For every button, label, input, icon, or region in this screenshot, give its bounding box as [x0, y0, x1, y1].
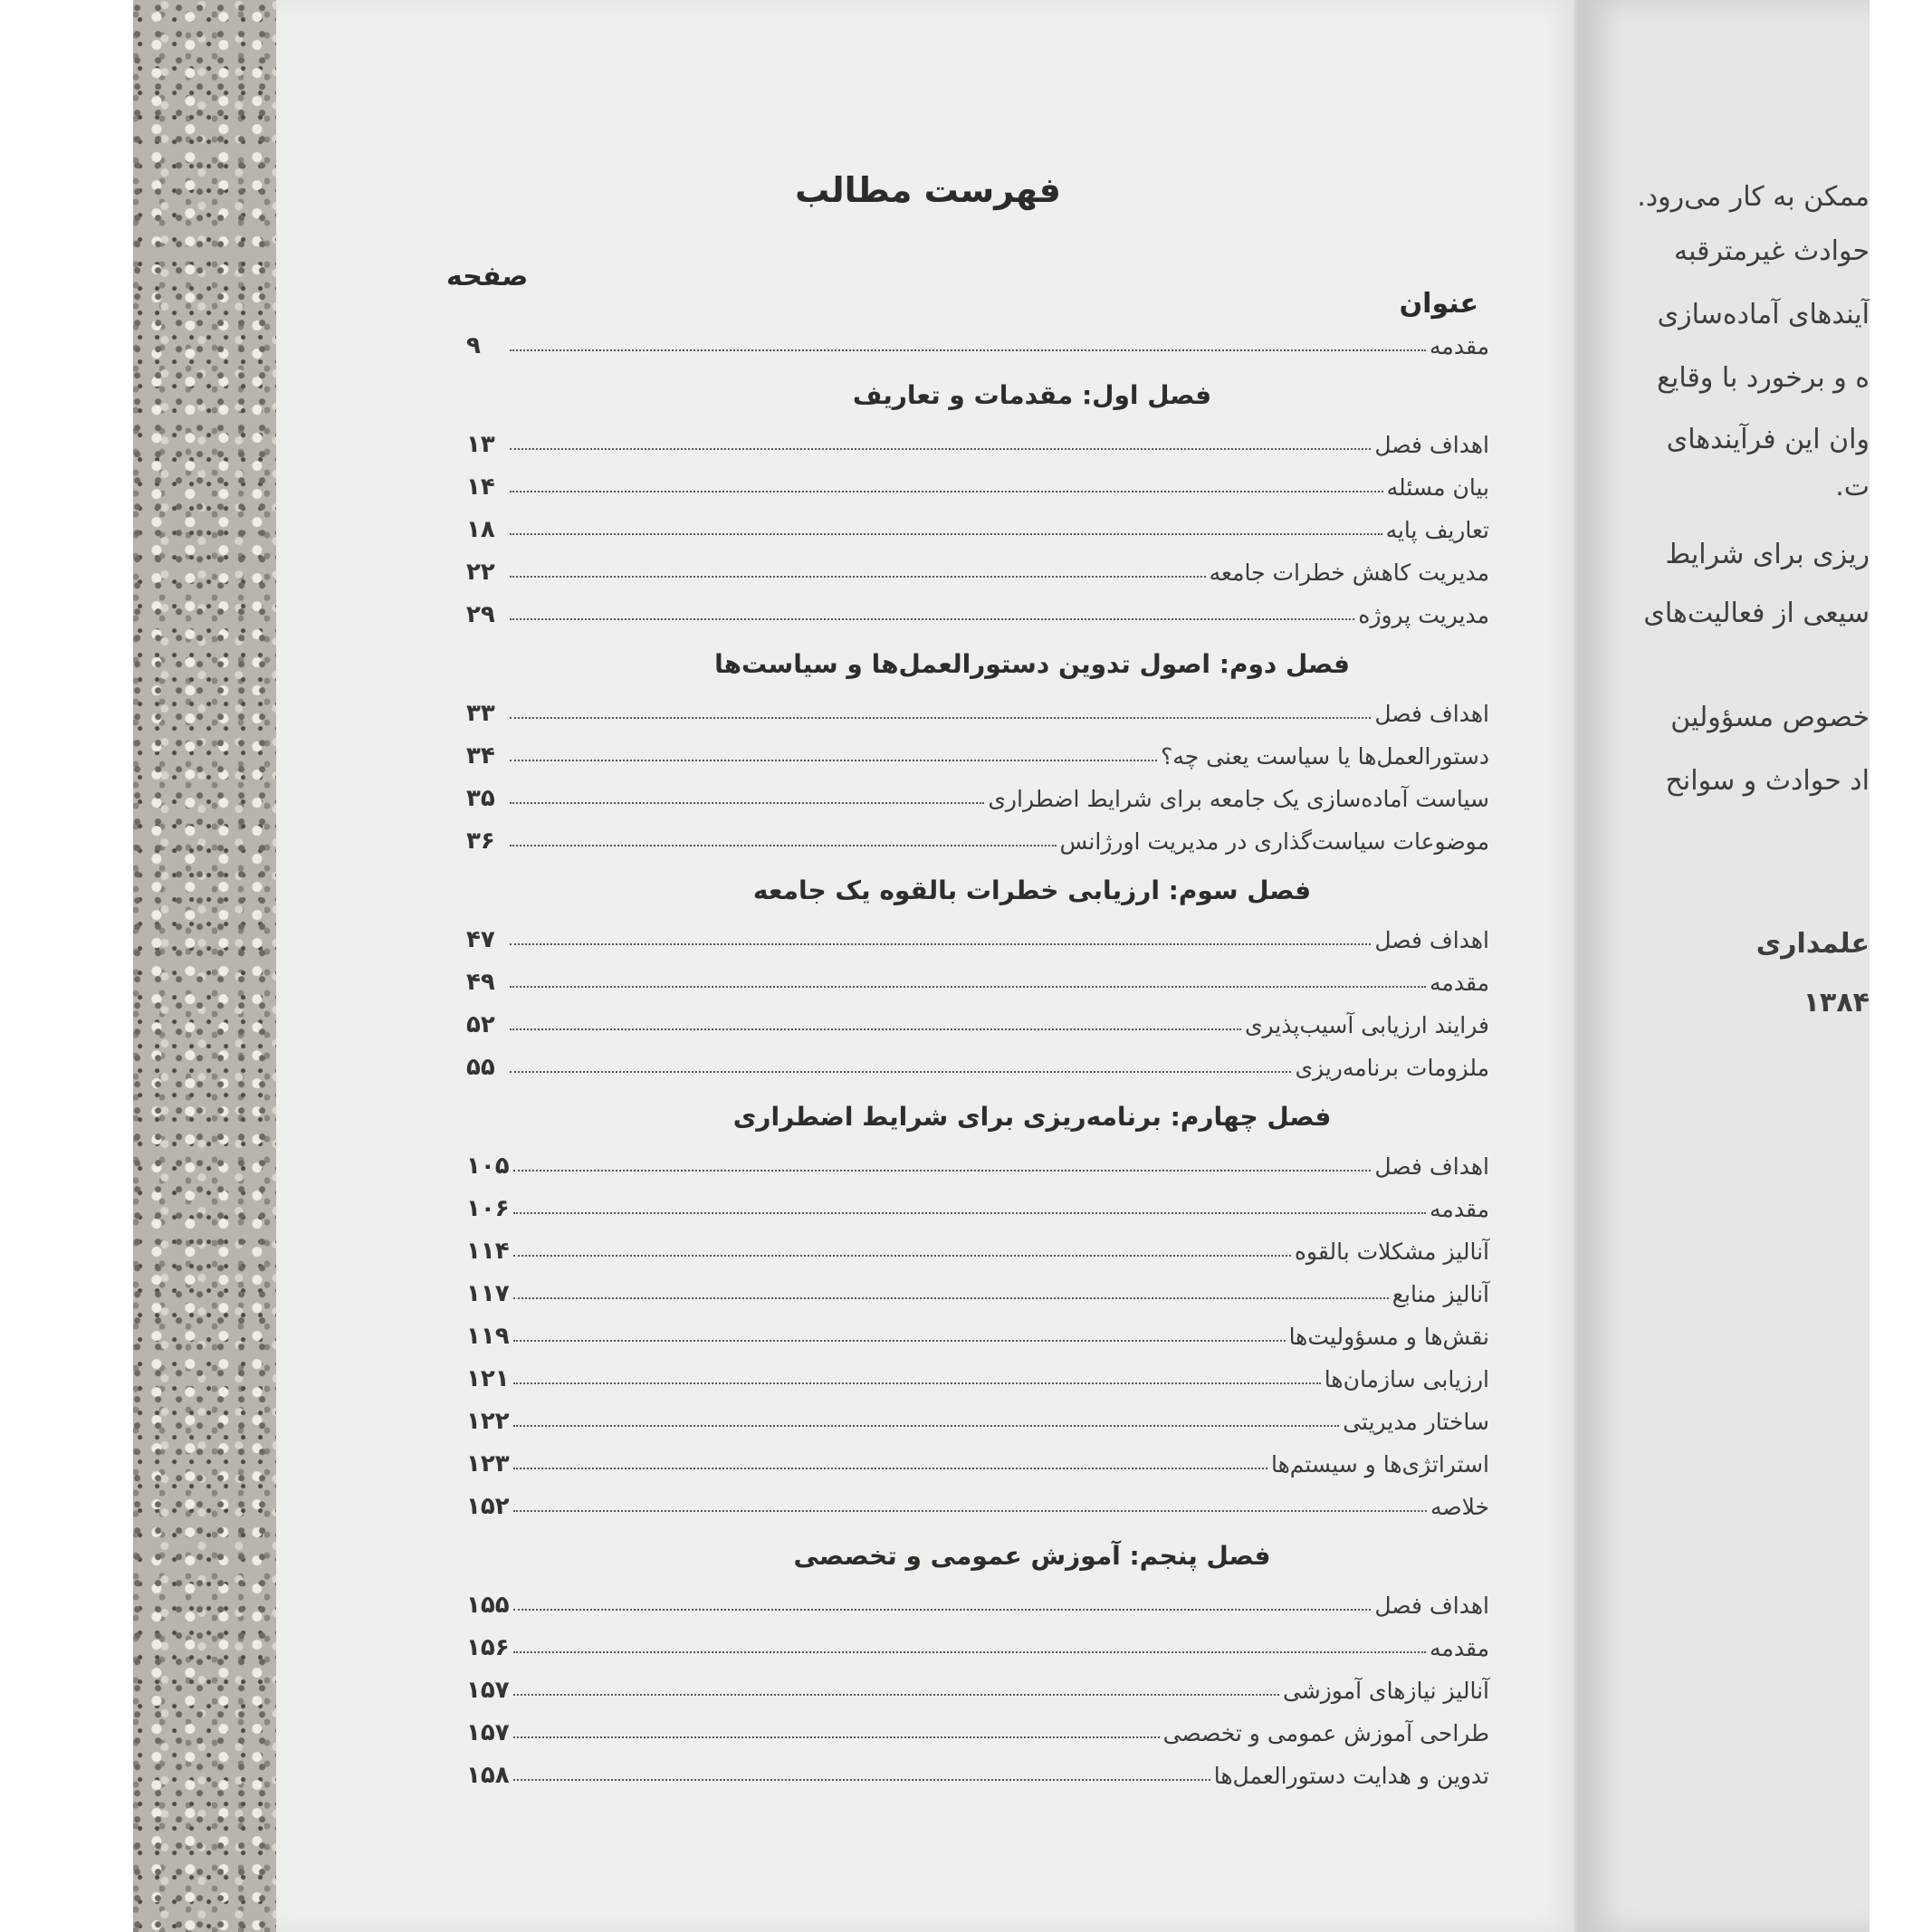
toc-entry-label: مدیریت کاهش خطرات جامعه	[1209, 560, 1489, 586]
facing-text-line: ریزی برای شرایط	[1665, 539, 1870, 570]
toc-entry-page: ۱۵۷	[466, 1677, 510, 1704]
chapter-heading: فصل چهارم: برنامه‌ریزی برای شرایط اضطراری	[732, 1102, 1332, 1132]
toc-entry-label: اهداف فصل	[1374, 701, 1489, 727]
toc-page	[276, 0, 1580, 1932]
leader-dots	[513, 1424, 1340, 1427]
toc-entry	[466, 1392, 1489, 1435]
toc-entry-intro	[466, 317, 1489, 359]
toc-entry-page: ۱۱۴	[466, 1238, 510, 1265]
toc-entry	[466, 1137, 1489, 1180]
toc-entry	[466, 501, 1489, 543]
toc-entry	[466, 727, 1489, 770]
leader-dots	[510, 844, 1057, 846]
toc-entry-label: مقدمه	[1430, 970, 1489, 996]
toc-entry-page: ۳۴	[466, 742, 495, 770]
toc-entry	[466, 586, 1489, 628]
chapter-heading: فصل دوم: اصول تدوین دستورالعمل‌ها و سیاست‌ها	[714, 649, 1350, 679]
toc-entry-label: آنالیز مشکلات بالقوه	[1294, 1239, 1489, 1265]
toc-entry-page: ۳۵	[466, 785, 495, 812]
toc-entry	[466, 684, 1489, 727]
leader-dots	[510, 985, 1426, 988]
toc-entry-label: تدوین و هدایت دستورالعمل‌ها	[1213, 1763, 1489, 1789]
toc-entry	[466, 1746, 1489, 1789]
toc-entry-label: آنالیز نیازهای آموزشی	[1282, 1678, 1489, 1704]
toc-entry	[466, 1576, 1489, 1619]
toc-entry-label: موضوعات سیاست‌گذاری در مدیریت اورژانس	[1059, 828, 1489, 855]
toc-entry-page: ۱۲۳	[466, 1450, 510, 1478]
facing-text-line: ممکن به کار می‌رود.	[1637, 181, 1870, 213]
toc-entry-label: ساختار مدیریتی	[1343, 1409, 1489, 1435]
toc-entry-label: بیان مسئله	[1386, 474, 1489, 501]
toc-entry-label: خلاصه	[1430, 1494, 1489, 1520]
toc-entry	[466, 1478, 1489, 1520]
toc-entry	[466, 1265, 1489, 1307]
toc-entry	[466, 1619, 1489, 1661]
toc-entry	[466, 458, 1489, 501]
leader-dots	[513, 1693, 1279, 1696]
toc-entry-label: اهداف فصل	[1374, 927, 1489, 953]
leader-dots	[510, 942, 1371, 945]
toc-entry-page: ۱۵۲	[466, 1493, 510, 1520]
toc-entry	[466, 1350, 1489, 1392]
leader-dots	[510, 716, 1371, 719]
column-header-page: صفحه	[446, 261, 529, 292]
toc-entry-label: ملزومات برنامه‌ریزی	[1295, 1055, 1489, 1081]
toc-entry-page: ۳۳	[466, 700, 495, 727]
toc-entry-page: ۱۵۸	[466, 1762, 510, 1789]
toc-entry-page: ۲۹	[466, 601, 495, 628]
toc-entry	[466, 1307, 1489, 1350]
toc-entry-label: نقش‌ها و مسؤولیت‌ها	[1288, 1324, 1489, 1350]
toc-entry-page: ۴۹	[466, 969, 495, 996]
toc-entry-label: مقدمه	[1430, 333, 1489, 359]
toc-entry-label: فرایند ارزیابی آسیب‌پذیری	[1244, 1012, 1489, 1038]
toc-title: فهرست مطالب	[795, 170, 1061, 210]
toc-entry-page: ۵۲	[466, 1011, 495, 1038]
facing-text-line: وان این فرآیندهای	[1666, 424, 1870, 455]
toc-entry-label: اهداف فصل	[1374, 432, 1489, 458]
leader-dots	[513, 1169, 1372, 1172]
leader-dots	[513, 1650, 1426, 1653]
toc-entry-label: ارزیابی سازمان‌ها	[1324, 1366, 1489, 1392]
facing-signature: علمداری	[1755, 928, 1870, 960]
toc-entry-page: ۱۳	[466, 431, 495, 458]
toc-entry-page: ۱۵۷	[466, 1719, 510, 1746]
toc-entry-label: مقدمه	[1430, 1196, 1489, 1222]
toc-list	[466, 317, 1489, 1789]
toc-entry-page: ۱۵۵	[466, 1592, 510, 1619]
toc-entry-label: مدیریت پروژه	[1358, 602, 1489, 628]
leader-dots	[510, 490, 1383, 493]
chapter-heading: فصل سوم: ارزیابی خطرات بالقوه یک جامعه	[752, 875, 1312, 905]
toc-entry-page: ۱۰۶	[466, 1195, 510, 1222]
toc-entry-page: ۱۵۶	[466, 1634, 510, 1661]
leader-dots	[513, 1608, 1372, 1611]
leader-dots	[513, 1339, 1286, 1342]
toc-entry-page: ۲۲	[466, 559, 495, 586]
toc-entry	[466, 416, 1489, 458]
toc-entry	[466, 1704, 1489, 1746]
leader-dots	[513, 1254, 1291, 1257]
toc-entry-page: ۳۶	[466, 827, 495, 855]
leader-dots	[510, 1028, 1241, 1030]
facing-text-line: ه و برخورد با وقایع	[1657, 362, 1870, 394]
toc-entry-label: طراحی آموزش عمومی و تخصصی	[1162, 1720, 1489, 1746]
leader-dots	[510, 617, 1354, 620]
leader-dots	[513, 1382, 1321, 1384]
toc-entry-page: ۹	[466, 332, 481, 359]
toc-entry-page: ۱۰۵	[466, 1153, 510, 1180]
chapter-heading: فصل پنجم: آموزش عمومی و تخصصی	[793, 1541, 1271, 1571]
toc-entry-page: ۱۱۷	[466, 1280, 510, 1307]
facing-text-line: آیندهای آماده‌سازی	[1657, 299, 1870, 330]
toc-entry-page: ۱۸	[466, 516, 495, 543]
toc-entry-label: آنالیز منابع	[1392, 1281, 1489, 1307]
toc-entry-label: دستورالعمل‌ها یا سیاست یعنی چه؟	[1161, 743, 1489, 770]
toc-entry-page: ۱۱۹	[466, 1323, 510, 1350]
leader-dots	[510, 447, 1371, 450]
toc-entry-page: ۵۵	[466, 1054, 495, 1081]
leader-dots	[510, 801, 984, 804]
leader-dots	[510, 349, 1426, 351]
leader-dots	[513, 1296, 1389, 1299]
leader-dots	[510, 1070, 1291, 1073]
toc-entry-page: ۴۷	[466, 926, 495, 953]
facing-text-line: اد حوادث و سوانح	[1665, 765, 1870, 797]
toc-entry-label: استراتژی‌ها و سیستم‌ها	[1270, 1451, 1489, 1478]
leader-dots	[510, 575, 1206, 578]
toc-entry	[466, 543, 1489, 586]
toc-entry	[466, 911, 1489, 953]
leader-dots	[513, 1211, 1426, 1214]
leader-dots	[513, 1467, 1267, 1469]
toc-entry-page: ۱۲۲	[466, 1408, 510, 1435]
column-header-title: عنوان	[1399, 288, 1478, 320]
toc-entry-label: اهداف فصل	[1374, 1153, 1489, 1180]
facing-text-line: ت.	[1835, 471, 1870, 502]
toc-entry	[466, 812, 1489, 855]
toc-entry	[466, 953, 1489, 996]
toc-entry-page: ۱۴	[466, 473, 495, 501]
facing-text-line: سیعی از فعالیت‌های	[1643, 598, 1870, 629]
toc-entry	[466, 1180, 1489, 1222]
toc-entry	[466, 1222, 1489, 1265]
toc-entry-label: سیاست آماده‌سازی یک جامعه برای شرایط اضطراری	[988, 786, 1489, 812]
toc-entry	[466, 1038, 1489, 1081]
facing-year: ۱۳۸۴	[1803, 987, 1870, 1019]
facing-text-line: خصوص مسؤولین	[1670, 702, 1870, 733]
leader-dots	[510, 532, 1382, 535]
leader-dots	[513, 1736, 1160, 1738]
facing-text-line: حوادث غیرمترقبه	[1674, 235, 1870, 267]
toc-entry	[466, 770, 1489, 812]
leader-dots	[513, 1509, 1427, 1512]
toc-entry-label: تعاریف پایه	[1385, 517, 1489, 543]
toc-entry-label: مقدمه	[1430, 1635, 1489, 1661]
chapter-heading: فصل اول: مقدمات و تعاریف	[852, 380, 1212, 410]
leader-dots	[510, 759, 1157, 761]
toc-entry-label: اهداف فصل	[1374, 1592, 1489, 1619]
toc-entry	[466, 996, 1489, 1038]
toc-entry-page: ۱۲۱	[466, 1365, 510, 1392]
leader-dots	[513, 1778, 1210, 1781]
toc-entry	[466, 1661, 1489, 1704]
facing-page	[1580, 0, 1870, 1932]
toc-entry	[466, 1435, 1489, 1478]
